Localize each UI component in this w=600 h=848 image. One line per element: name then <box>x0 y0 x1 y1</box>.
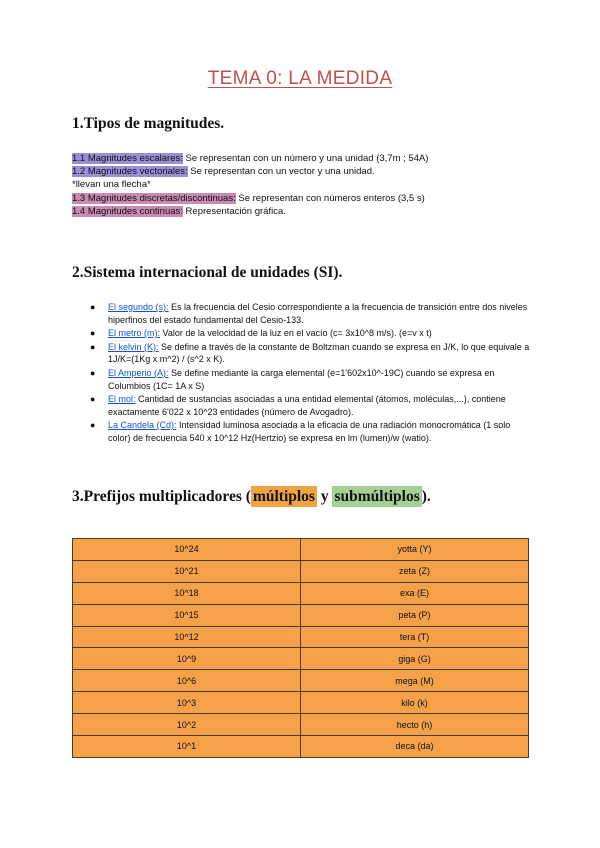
table-row <box>73 714 529 736</box>
submultiples-highlight: submúltiplos <box>334 488 420 505</box>
bullet-icon: ● <box>90 328 96 339</box>
unit-link[interactable]: La Candela (Cd): <box>108 420 177 431</box>
table-row <box>73 692 529 714</box>
magnitude-text: Se representan con un vector y una unidad. <box>187 166 375 178</box>
magnitude-label: 1.1 Magnitudes escalares: <box>72 153 183 164</box>
table-row <box>73 604 529 626</box>
bullet-icon: ● <box>90 420 96 431</box>
power-cell: 10^9 <box>73 648 301 670</box>
list-item <box>90 367 530 392</box>
prefix-cell: deca (da) <box>301 736 529 758</box>
list-item <box>90 341 530 366</box>
prefix-cell: zeta (Z) <box>301 560 529 582</box>
magnitude-label: 1.3 Magnitudes discretas/discontinuas: <box>72 192 236 204</box>
power-cell: 10^24 <box>73 539 301 561</box>
unit-description: Valor de la velocidad de la luz en el vacío (c= 3x10^8 m/s). (e=v x t) <box>160 328 432 339</box>
power-cell: 10^2 <box>73 714 301 736</box>
power-cell: 10^18 <box>73 582 301 604</box>
list-item <box>90 327 530 340</box>
multiples-highlight: múltiplos <box>252 488 315 505</box>
prefix-cell: tera (T) <box>301 626 529 648</box>
heading-text: ). <box>421 488 431 505</box>
magnitude-text: Se representan con un número y una unidad (3,7m ; 54A) <box>182 153 429 164</box>
unit-link[interactable]: El kelvin (K): <box>108 341 159 352</box>
prefix-cell: hecto (h) <box>301 714 529 736</box>
unit-link[interactable]: El Amperio (A): <box>108 367 169 378</box>
magnitude-text: Representación gráfica. <box>182 205 286 217</box>
si-units-list <box>90 301 530 446</box>
magnitude-types <box>72 152 542 218</box>
prefix-table <box>72 538 529 758</box>
heading-text: y <box>316 488 333 505</box>
table-row <box>73 582 529 604</box>
list-item <box>90 419 530 444</box>
unit-description: Intensidad luminosa asociada a la eficacia de una radiación monocromática (1 solo color) de frecuencia 540 x 10^12 Hz(Hertzio) se expresa en lm (lumen)/w (watio). <box>108 420 511 443</box>
unit-link[interactable]: El segundo (s): <box>108 302 169 312</box>
table-row <box>73 560 529 582</box>
table-row <box>73 626 529 648</box>
bullet-icon: ● <box>90 367 96 378</box>
page-title: TEMA 0: LA MEDIDA <box>207 68 393 89</box>
power-cell: 10^12 <box>73 626 301 648</box>
prefix-cell: peta (P) <box>301 604 529 626</box>
list-item <box>90 301 530 326</box>
prefix-cell: yotta (Y) <box>301 539 529 561</box>
magnitude-text: Se representan con números enteros (3,5 s) <box>235 192 425 204</box>
prefix-cell: kilo (k) <box>301 692 529 714</box>
table-row <box>73 648 529 670</box>
list-item <box>90 393 530 418</box>
magnitude-text: *llevan una flecha* <box>72 179 151 191</box>
power-cell: 10^15 <box>73 604 301 626</box>
section-3-heading <box>72 488 431 506</box>
magnitude-item <box>72 152 542 165</box>
unit-link[interactable]: El metro (m): <box>108 328 161 339</box>
table-row <box>73 670 529 692</box>
magnitude-item <box>72 165 542 178</box>
prefix-cell: giga (G) <box>301 648 529 670</box>
section-1-heading: 1.Tipos de magnitudes. <box>72 115 225 132</box>
magnitude-item <box>72 192 542 205</box>
prefix-cell: mega (M) <box>301 670 529 692</box>
bullet-icon: ● <box>90 394 96 405</box>
unit-link[interactable]: El mol: <box>108 394 136 405</box>
power-cell: 10^3 <box>73 692 301 714</box>
prefix-cell: exa (E) <box>301 582 529 604</box>
power-cell: 10^6 <box>73 670 301 692</box>
unit-description: Se define mediante la carga elemental (e=1'602x10^-19C) cuando se expresa en Columbios (1C= 1A x S) <box>108 367 495 391</box>
unit-description: Cantidad de sustancias asociadas a una entidad elemental (átomos, moléculas,...), contiene exactamente 6'022 x 10^23 entidades (número de Avogadro). <box>108 394 506 417</box>
magnitude-label: 1.4 Magnitudes continuas: <box>72 205 183 217</box>
section-2-heading: 2.Sistema internacional de unidades (SI). <box>72 264 343 281</box>
table-row <box>73 736 529 758</box>
unit-description: Se define a través de la constante de Boltzman cuando se expresa en J/K, lo que equivale a 1J/K=(1Kg x m^2) / (s^2 x K). <box>108 341 530 365</box>
magnitude-label: 1.2 Magnitudes vectoriales: <box>72 166 188 178</box>
power-cell: 10^21 <box>73 560 301 582</box>
table-row <box>73 539 529 561</box>
heading-text: 3.Prefijos multiplicadores ( <box>72 488 251 505</box>
power-cell: 10^1 <box>73 736 301 758</box>
magnitude-note <box>72 178 542 191</box>
bullet-icon: ● <box>90 302 96 312</box>
bullet-icon: ● <box>90 341 96 352</box>
unit-description: Es la frecuencia del Cesio correspondiente a la frecuencia de transición entre dos niveles hiperfinos del estado fundamental del Cesio-133. <box>108 302 528 325</box>
magnitude-item <box>72 205 542 218</box>
